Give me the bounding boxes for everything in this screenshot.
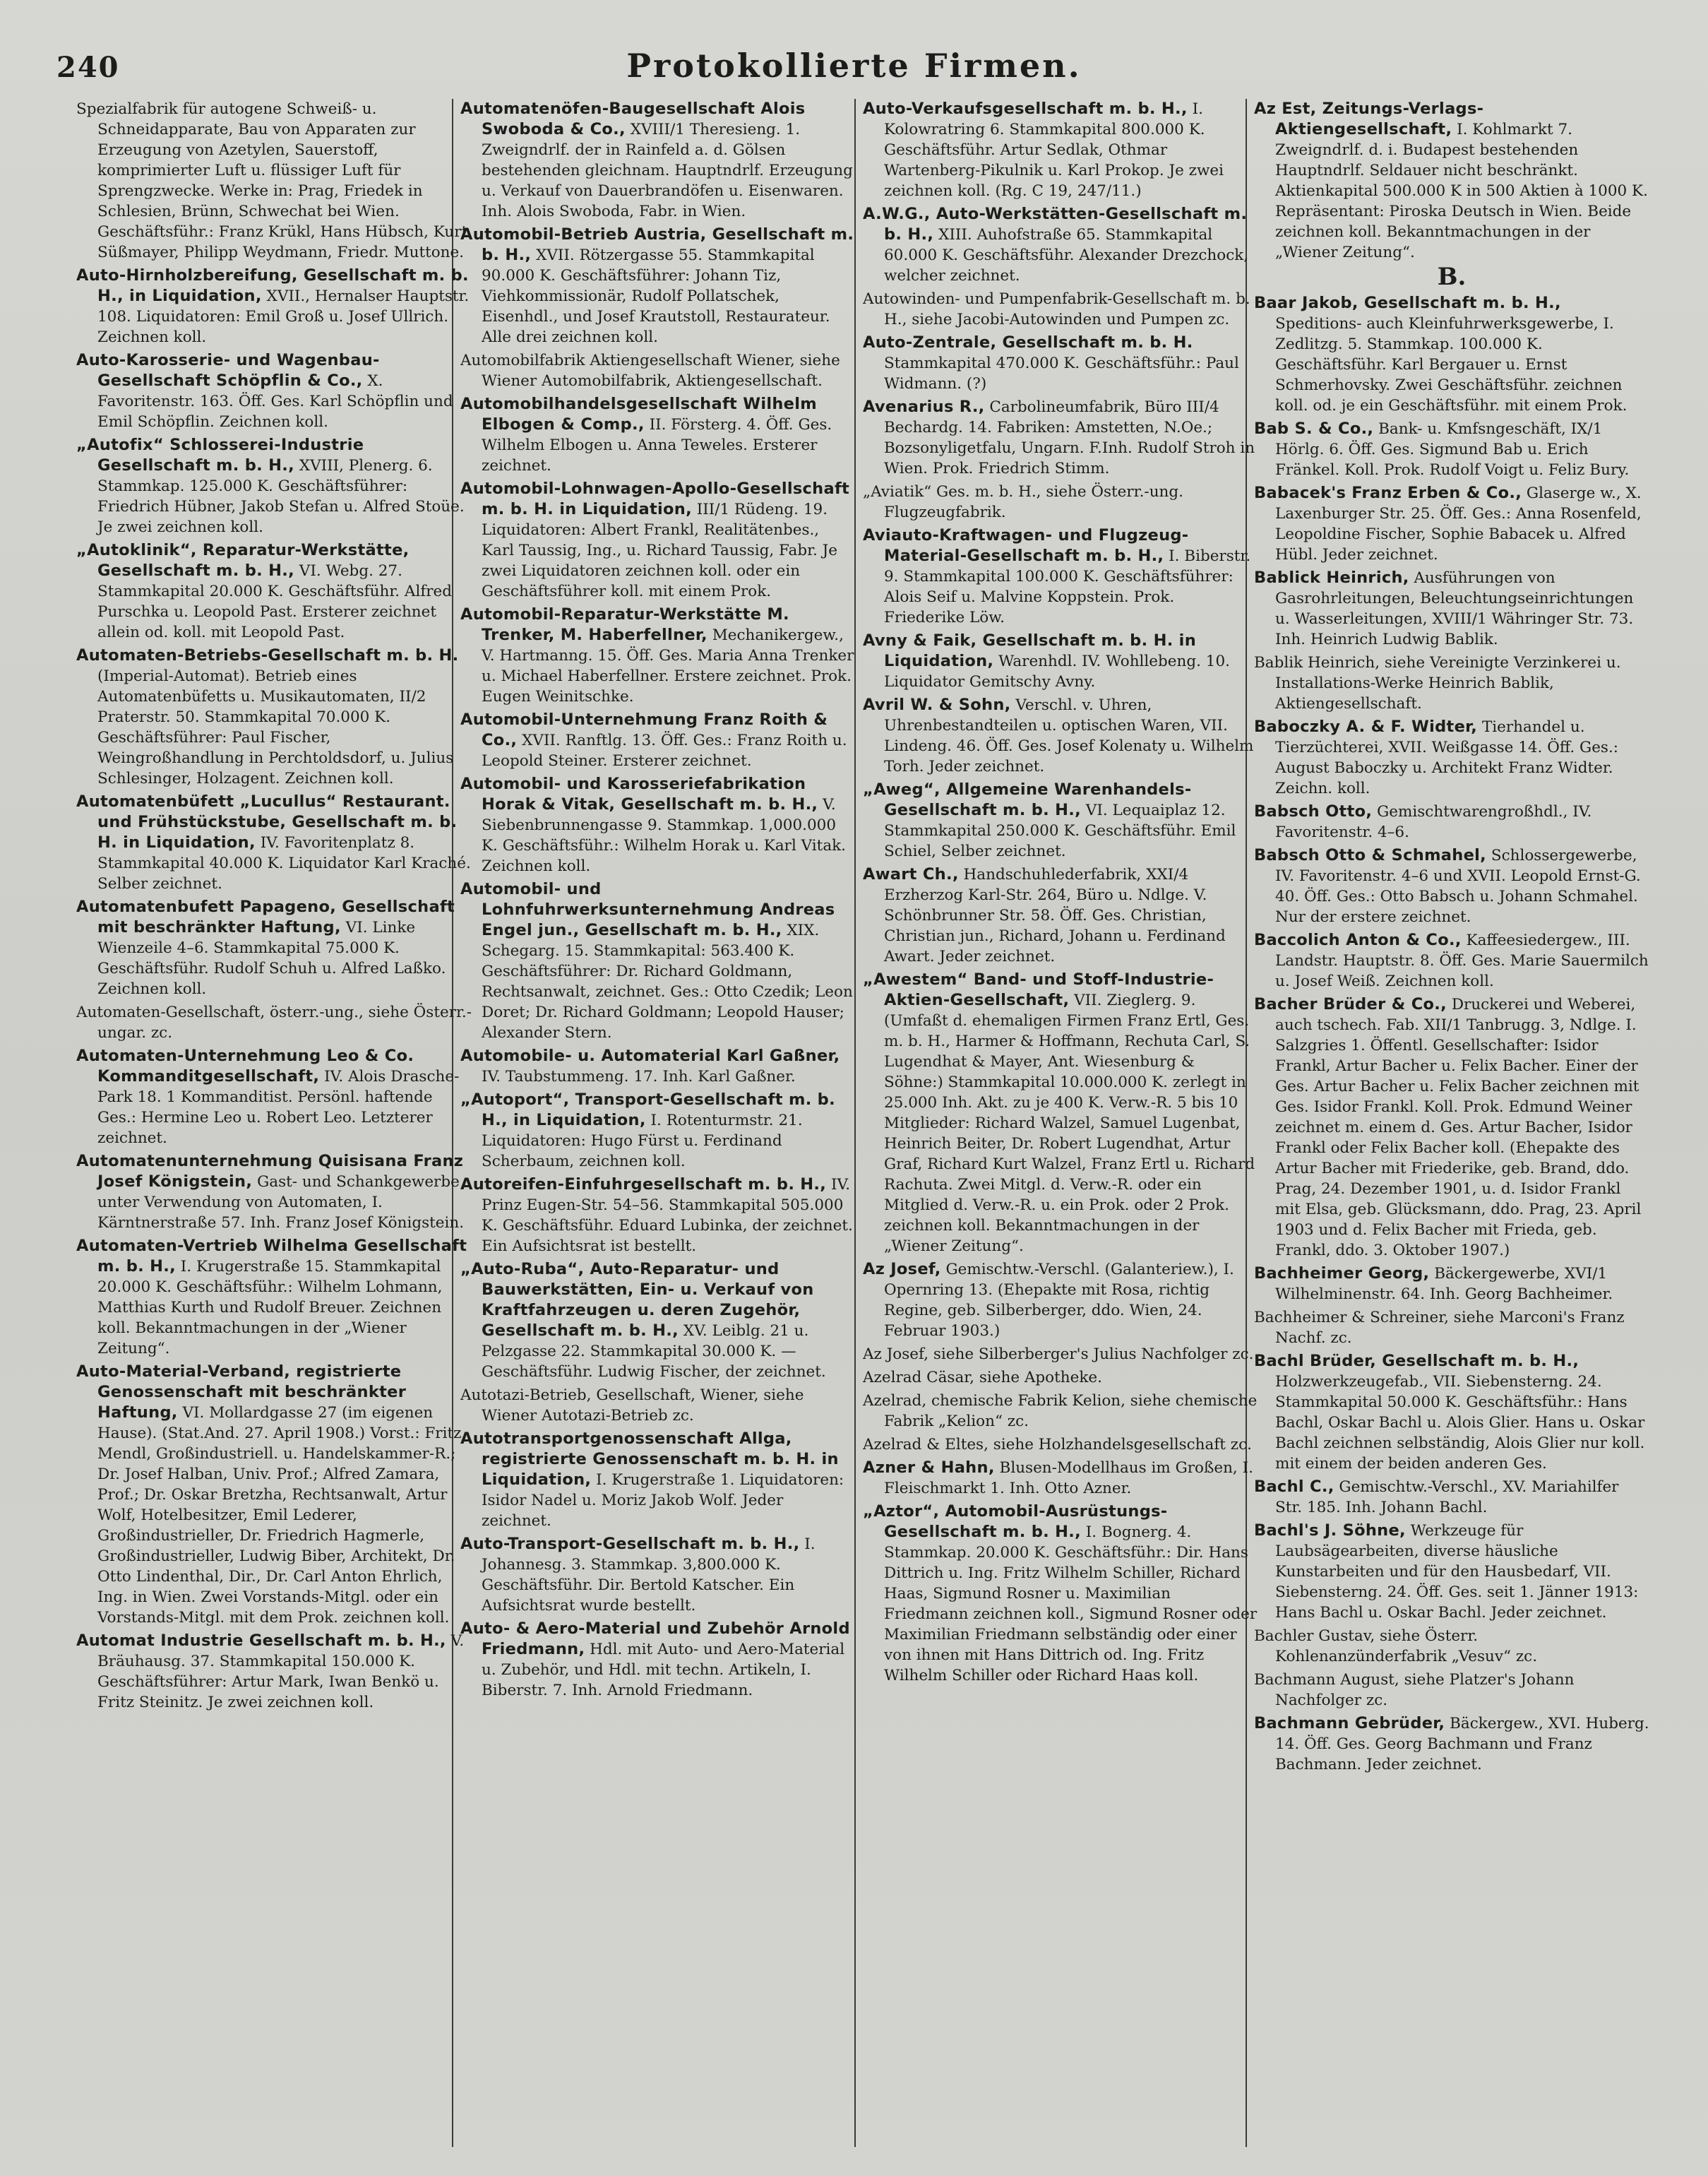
firm-details: III/1 Rüdeng. 19. Liquidatoren: Albert Frankl, Realitätenbes., Karl Taussig, Ing., u. Richard Taussig, Fabr. Je zwei Liquidatoren zeichnen koll. oder ein Geschäftsführer koll. mit einem Prok.: [482, 501, 838, 600]
firm-entry: [863, 289, 1258, 330]
firm-details: Bachheimer & Schreiner, siehe Marconi's Franz Nachf. zc.: [1254, 1309, 1625, 1347]
firm-entry: [863, 631, 1258, 692]
firm-details: XVIII, Plenerg. 6. Stammkap. 125.000 K. Geschäftsführer: Friedrich Hübner, Jakob Stefan u. Alfred Stoüe. Je zwei zeichnen koll.: [97, 457, 465, 536]
firm-name: Bachmann Gebrüder,: [1254, 1714, 1445, 1732]
column-1: [76, 99, 472, 2147]
firm-details: XV. Leiblg. 21 u. Pelzgasse 22. Stammkapital 30.000 K. — Geschäftsführ. Ludwig Fischer, der zeichnet.: [482, 1322, 826, 1381]
firm-details: Gast- und Schankgewerbe unter Verwendung von Automaten, I. Kärntnerstraße 57. Inh. Franz Josef Königstein.: [97, 1173, 465, 1232]
firm-name: Babacek's Franz Erben & Co.,: [1254, 484, 1522, 502]
section-letter: B.: [1437, 263, 1467, 291]
firm-details: XIII. Auhofstraße 65. Stammkapital 60.000 K. Geschäftsführ. Alexander Drezchock, welcher zeichnet.: [884, 226, 1249, 285]
firm-entry: [1254, 1670, 1649, 1711]
firm-entry: [1254, 419, 1649, 480]
firm-entry: [76, 1362, 472, 1628]
firm-name: „Awestem“ Band- und Stoff-Industrie-Aktien-Gesellschaft,: [863, 970, 1214, 1009]
firm-details: Verschl. v. Uhren, Uhrenbestandteilen u. optischen Waren, VII. Lindeng. 46. Öff. Ges. Josef Kolenaty u. Wilhelm Torh. Jeder zeichnet.: [884, 696, 1254, 775]
firm-details: Tierhandel u. Tierzüchterei, XVII. Weißgasse 14. Öff. Ges.: August Baboczky u. Architekt Franz Widter. Zeichn. koll.: [1275, 718, 1619, 797]
firm-entry: [1254, 1307, 1649, 1348]
firm-entry: [1254, 1713, 1649, 1775]
firm-entry: [460, 394, 856, 476]
firm-entry: [1254, 653, 1649, 714]
firm-details: XVIII/1 Theresieng. 1. Zweigndrlf. der in Rainfeld a. d. Gölsen bestehenden gleichnam. Hauptndrlf. Erzeugung u. Verkauf von Dauerbrandöfen u. Eisenwaren. Inh. Alois Swoboda, Fabr. in Wien.: [482, 121, 853, 220]
firm-entry: [460, 1259, 856, 1382]
firm-entry: [863, 204, 1258, 286]
firm-entry: [460, 774, 856, 876]
firm-name: Auto- & Aero-Material und Zubehör Arnold Friedmann,: [460, 1619, 850, 1658]
firm-entry: [863, 1367, 1258, 1388]
firm-name: Automobil-Betrieb Austria, Gesellschaft m. b. H.,: [460, 225, 854, 264]
firm-name: Babsch Otto & Schmahel,: [1254, 846, 1487, 864]
firm-details: I. Kohlmarkt 7. Zweigndrlf. d. i. Budapest bestehenden Hauptndrlf. Seldauer nicht beschränkt. Aktienkapital 500.000 K in 500 Aktien à 1000 K. Repräsentant: Piroska Deutsch in Wien. Beide zeichnen koll. Bekanntmachungen in der „Wiener Zeitung“.: [1275, 121, 1648, 261]
firm-details: Handschuhlederfabrik, XXI/4 Erzherzog Karl-Str. 264, Büro u. Ndlge. V. Schönbrunner Str. 58. Öff. Ges. Christian, Christian jun., Richard, Johann u. Ferdinand Awart. Jeder zeichnet.: [884, 866, 1226, 965]
firm-details: Autotazi-Betrieb, Gesellschaft, Wiener, siehe Wiener Autotazi-Betrieb zc.: [460, 1386, 804, 1425]
firm-entry: [1254, 930, 1649, 992]
firm-name: Automatenöfen-Baugesellschaft Alois Swoboda & Co.,: [460, 100, 806, 138]
firm-details: Autowinden- und Pumpenfabrik-Gesellschaft m. b. H., siehe Jacobi-Autowinden und Pumpen zc.: [863, 290, 1250, 328]
firm-entry: [460, 479, 856, 602]
firm-details: Werkzeuge für Laubsägearbeiten, diverse häusliche Kunstarbeiten und für den Hausbedarf, VII. Siebensterng. 24. Öff. Ges. seit 1. Jänner 1913: Hans Bachl u. Oskar Bachl. Jeder zeichnet.: [1275, 1522, 1639, 1622]
firm-entry: [1254, 802, 1649, 843]
firm-entry: [76, 1236, 472, 1359]
firm-details: Glaserge w., X. Laxenburger Str. 25. Öff. Ges.: Anna Rosenfeld, Leopoldine Fischer, Sophie Babacek u. Alfred Hübl. Jeder zeichnet.: [1275, 484, 1642, 564]
firm-entry: [460, 1385, 856, 1426]
firm-entry: [460, 879, 856, 1043]
firm-details: Gemischtw.-Verschl., XV. Mariahilfer Str. 185. Inh. Johann Bachl.: [1275, 1478, 1619, 1516]
firm-entry: [863, 99, 1258, 201]
firm-entry: [863, 1502, 1258, 1686]
firm-entry: [1254, 845, 1649, 927]
firm-name: Automatenunternehmung Quisisana Franz Josef Königstein,: [76, 1152, 464, 1191]
firm-name: Baccolich Anton & Co.,: [1254, 931, 1462, 949]
firm-name: Babsch Otto,: [1254, 802, 1373, 821]
firm-details: Ausführungen von Gasrohrleitungen, Beleuchtungseinrichtungen u. Wasserleitungen, XVIII/1 Währinger Str. 73. Inh. Heinrich Ludwig Bablik.: [1275, 569, 1634, 648]
firm-entry: [76, 1151, 472, 1233]
firm-name: Baar Jakob, Gesellschaft m. b. H.,: [1254, 294, 1561, 312]
firm-entry: [1254, 717, 1649, 799]
firm-entry: [460, 605, 856, 707]
firm-details: Azelrad Cäsar, siehe Apotheke.: [863, 1369, 1102, 1386]
firm-details: Bäckergew., XVI. Huberg. 14. Öff. Ges. Georg Bachmann und Franz Bachmann. Jeder zeichnet.: [1275, 1715, 1649, 1773]
firm-name: Aviauto-Kraftwagen- und Flugzeug-Material-Gesellschaft m. b. H.,: [863, 526, 1189, 565]
firm-details: II. Försterg. 4. Öff. Ges. Wilhelm Elbogen u. Anna Teweles. Ersterer zeichnet.: [482, 416, 832, 475]
firm-name: Automobil-Reparatur-Werkstätte M. Trenker, M. Haberfellner,: [460, 605, 789, 644]
firm-entry: [460, 225, 856, 347]
firm-details: XVII. Rötzergasse 55. Stammkapital 90.000 K. Geschäftsführer: Johann Tiz, Viehkommissionär, Rudolf Pollatschek, Eisenhdl., und Josef Krautstoll, Restaurateur. Alle drei zeichnen koll.: [482, 246, 830, 346]
firm-name: Automobilhandelsgesellschaft Wilhelm Elbogen & Comp.,: [460, 395, 817, 434]
firm-details: IV. Alois Drasche-Park 18. 1 Kommanditist. Persönl. haftende Ges.: Hermine Leo u. Robert Leo. Letzterer zeichnet.: [97, 1068, 460, 1147]
firm-details: Bachmann August, siehe Platzer's Johann Nachfolger zc.: [1254, 1671, 1575, 1709]
firm-entry: [863, 1344, 1258, 1365]
firm-name: Automaten-Vertrieb Wilhelma Gesellschaft m. b. H.,: [76, 1237, 467, 1276]
firm-name: Avril W. & Sohn,: [863, 696, 1011, 714]
firm-details: „Aviatik“ Ges. m. b. H., siehe Österr.-ung. Flugzeugfabrik.: [863, 483, 1183, 521]
firm-name: Bachl's J. Söhne,: [1254, 1521, 1406, 1540]
firm-name: Bachl Brüder, Gesellschaft m. b. H.,: [1254, 1352, 1579, 1370]
firm-entry: [863, 970, 1258, 1256]
firm-name: Automatenbüfett „Lucullus“ Restaurant. und Frühstückstube, Gesellschaft m. b. H. in Liquidation,: [76, 792, 458, 852]
firm-details: Druckerei und Weberei, auch tschech. Fab. XII/1 Tanbrugg. 3, Ndlge. I. Salzgries 1. Öffentl. Gesellschafter: Isidor Frankl, Artur Bacher u. Felix Bacher. Einer der Ges. Artur Bacher u. Felix Bacher zeichnen mit Ges. Isidor Frankl. Koll. Prok. Edmund Weiner zeichnet m. einem d. Ges. Artur Bacher, Isidor Frankl oder Felix Bacher koll. (Ehepakte des Artur Bacher mit Friederike, geb. Brand, ddo. Prag, 24. Dezember 1901, u. d. Isidor Frankl mit Elsa, geb. Glücksmann, ddo. Prag, 23. April 1903 und d. Felix Bacher mit Frieda, geb. Frankl, ddo. 3. Oktober 1907.): [1275, 996, 1642, 1259]
firm-entry: [1254, 1477, 1649, 1518]
firm-details: Stammkapital 470.000 K. Geschäftsführ.: Paul Widmann. (?): [884, 355, 1239, 393]
firm-details: IV. Prinz Eugen-Str. 54–56. Stammkapital 505.000 K. Geschäftsführ. Eduard Lubinka, der zeichnet. Ein Aufsichtsrat ist bestellt.: [482, 1176, 853, 1255]
firm-entry: [460, 350, 856, 391]
firm-entry: [76, 646, 472, 789]
firm-name: Automatenbufett Papageno, Gesellschaft mit beschränkter Haftung,: [76, 898, 455, 937]
firm-details: V. Bräuhausg. 37. Stammkapital 150.000 K. Geschäftsführer: Artur Mark, Iwan Benkö u. Fritz Steinitz. Je zwei zeichnen koll.: [97, 1632, 465, 1711]
firm-entry: [863, 864, 1258, 967]
firm-details: (Imperial-Automat). Betrieb eines Automatenbüfetts u. Musikautomaten, II/2 Praterstr. 50. Stammkapital 70.000 K. Geschäftsführer: Paul Fischer, Weingroßhandlung in Perchtoldsdorf, u. Julius Schlesinger, Holzagent. Zeichnen koll.: [97, 667, 454, 787]
firm-entry: [1254, 994, 1649, 1261]
firm-details: I. Rotenturmstr. 21. Liquidatoren: Hugo Fürst u. Ferdinand Scherbaum, zeichnen koll.: [482, 1112, 803, 1170]
firm-name: Avny & Faik, Gesellschaft m. b. H. in Liquidation,: [863, 631, 1197, 670]
firm-details: Az Josef, siehe Silberberger's Julius Nachfolger zc.: [863, 1345, 1254, 1363]
firm-name: Awart Ch.,: [863, 865, 959, 884]
firm-entry: [76, 540, 472, 643]
firm-details: IV. Taubstummeng. 17. Inh. Karl Gaßner.: [482, 1068, 796, 1086]
firm-entry: [76, 350, 472, 432]
firm-details: Gemischtw.-Verschl. (Galanteriew.), I. Opernring 13. (Ehepakte mit Rosa, richtig Regine, geb. Silberberger, ddo. Wien, 24. Februar 1903.): [884, 1261, 1234, 1340]
firm-name: „Autoklinik“, Reparatur-Werkstätte, Gesellschaft m. b. H.,: [76, 541, 410, 580]
firm-details: XIX. Schegarg. 15. Stammkapital: 563.400 K. Geschäftsführer: Dr. Richard Goldmann, Rechtsanwalt, zeichnet. Ges.: Otto Czedik; Leon Doret; Dr. Richard Goldmann; Leopold Hauser; Alexander Stern.: [482, 922, 853, 1042]
firm-details: Gemischtwarengroßhdl., IV. Favoritenstr. 4–6.: [1275, 803, 1592, 841]
firm-name: Az Est, Zeitungs-Verlags-Aktiengesellschaft,: [1254, 100, 1484, 138]
firm-name: Auto-Transport-Gesellschaft m. b. H.,: [460, 1535, 800, 1553]
column-2: [460, 99, 856, 2147]
firm-entry: [863, 1434, 1258, 1455]
firm-details: Bachler Gustav, siehe Österr. Kohlenanzünderfabrik „Vesuv“ zc.: [1254, 1627, 1538, 1665]
firm-entry: [76, 266, 472, 347]
firm-details: VI. Linke Wienzeile 4–6. Stammkapital 75.000 K. Geschäftsführ. Rudolf Schuh u. Alfred Laßko. Zeichnen koll.: [97, 919, 446, 998]
firm-entry: [1254, 1264, 1649, 1304]
page-header: [0, 34, 1708, 90]
firm-name: Automobil-Unternehmung Franz Roith & Co.,: [460, 711, 828, 749]
firm-details: Azelrad, chemische Fabrik Kelion, siehe chemische Fabrik „Kelion“ zc.: [863, 1392, 1258, 1430]
firm-name: Auto-Karosserie- und Wagenbau-Gesellschaft Schöpflin & Co.,: [76, 351, 380, 390]
firm-details: I. Krugerstraße 1. Liquidatoren: Isidor Nadel u. Moriz Jakob Wolf. Jeder zeichnet.: [482, 1471, 844, 1530]
firm-details: Bank- u. Kmfsngeschäft, IX/1 Hörlg. 6. Öff. Ges. Sigmund Bab u. Erich Fränkel. Koll. Prok. Rudolf Voigt u. Feliz Bury.: [1275, 420, 1630, 479]
firm-details: VI. Webg. 27. Stammkapital 20.000 K. Geschäftsführ. Alfred Purschka u. Leopold Past. Ersterer zeichnet allein od. koll. mit Leopold Past.: [97, 562, 453, 641]
firm-details: IV. Favoritenplatz 8. Stammkapital 40.000 K. Liquidator Karl Kraché. Selber zeichnet.: [97, 834, 471, 893]
firm-details: Warenhdl. IV. Wohllebeng. 10. Liquidator Gemitschy Avny.: [884, 653, 1230, 691]
firm-details: I. Bognerg. 4. Stammkap. 20.000 K. Geschäftsführ.: Dir. Hans Dittrich u. Ing. Fritz Wilhelm Schiller, Richard Haas, Sigmund Rosner u. Maximilian Friedmann zeichnen koll., Sigmund Rosner oder Maximilian Friedmann selbständig oder einer von ihnen mit Hans Dittrich od. Ing. Fritz Wilhelm Schiller oder Richard Haas koll.: [884, 1523, 1258, 1684]
firm-name: Bacher Brüder & Co.,: [1254, 995, 1447, 1013]
firm-name: Automobil- und Karosseriefabrikation Horak & Vitak, Gesellschaft m. b. H.,: [460, 775, 818, 814]
firm-entry: [863, 525, 1258, 628]
firm-details: Mechanikergew., V. Hartmanng. 15. Öff. Ges. Maria Anna Trenker u. Michael Haberfellner. Erstere zeichnet. Prok. Eugen Weinitschke.: [482, 626, 854, 706]
firm-details: Spezialfabrik für autogene Schweiß- u. Schneidapparate, Bau von Apparaten zur Erzeugung von Azetylen, Sauerstoff, komprimierter Luft u. flüssiger Luft für Sprengzwecke. Werke in: Prag, Friedek in Schlesien, Brünn, Schwechat bei Wien. Geschäftsführ.: Franz Krükl, Hans Hübsch, Kurt Süßmayer, Philipp Weydmann, Friedr. Muttone.: [76, 100, 468, 261]
firm-entry: [460, 1534, 856, 1616]
firm-name: Auto-Hirnholzbereifung, Gesellschaft m. b. H., in Liquidation,: [76, 266, 469, 305]
firm-details: Blusen-Modellhaus im Großen, I. Fleischmarkt 1. Inh. Otto Azner.: [884, 1459, 1253, 1497]
firm-entry: [1254, 1521, 1649, 1623]
firm-entry: [863, 333, 1258, 394]
firm-details: Kaffeesiedergew., III. Landstr. Hauptstr. 8. Öff. Ges. Marie Sauermilch u. Josef Weiß. Zeichnen koll.: [1275, 932, 1649, 990]
firm-name: Bab S. & Co.,: [1254, 420, 1374, 438]
firm-entry: [460, 99, 856, 222]
firm-details: Azelrad & Eltes, siehe Holzhandelsgesellschaft zc.: [863, 1436, 1252, 1453]
firm-details: Bäckergewerbe, XVI/1 Wilhelminenstr. 64. Inh. Georg Bachheimer.: [1275, 1265, 1613, 1303]
firm-details: I. Krugerstraße 15. Stammkapital 20.000 K. Geschäftsführ.: Wilhelm Lohmann, Matthias Kurth und Rudolf Breuer. Zeichnen koll. Bekanntmachungen in der „Wiener Zeitung“.: [97, 1258, 443, 1357]
firm-entry: [76, 1631, 472, 1713]
firm-details: Carbolineumfabrik, Büro III/4 Bechardg. 14. Fabriken: Amstetten, N.Oe.; Bozsonyligetfalu, Ungarn. F.Inh. Rudolf Stroh in Wien. Prok. Friedrich Stimm.: [884, 398, 1255, 477]
firm-details: Hdl. mit Auto- und Aero-Material u. Zubehör, und Hdl. mit techn. Artikeln, I. Biberstr. 7. Inh. Arnold Friedmann.: [482, 1641, 845, 1699]
firm-details: Schlossergewerbe, IV. Favoritenstr. 4–6 und XVII. Leopold Ernst-G. 40. Öff. Ges.: Otto Babsch u. Johann Schmahel. Nur der erstere zeichnet.: [1275, 847, 1641, 926]
column-3: [863, 99, 1258, 2147]
firm-entry: [863, 1458, 1258, 1499]
firm-details: VII. Zieglerg. 9. (Umfaßt d. ehemaligen Firmen Franz Ertl, Ges. m. b. H., Harmer & Hoffmann, Rechuta Carl, S. Lugendhat & Mayer, Ant. Wiesenburg & Söhne:) Stammkapital 10.000.000 K. zerlegt in 25.000 Inh. Akt. zu je 400 K. Verw.-R. 5 bis 10 Mitglieder: Richard Walzel, Samuel Lugenbat, Heinrich Beiter, Dr. Robert Lugendhat, Artur Graf, Richard Kurt Walzel, Franz Ertl u. Richard Rachuta. Zwei Mitgl. d. Verw.-R. oder ein Mitglied d. Verw.-R. u. ein Prok. oder 2 Prok. zeichnen koll. Bekanntmachungen in der „Wiener Zeitung“.: [884, 992, 1255, 1255]
firm-entry: [460, 710, 856, 771]
firm-name: Automat Industrie Gesellschaft m. b. H.,: [76, 1631, 446, 1650]
firm-details: V. Siebenbrunnengasse 9. Stammkap. 1,000.000 K. Geschäftsführ.: Wilhelm Horak u. Karl Vitak. Zeichnen koll.: [482, 796, 846, 875]
firm-entry: [863, 1391, 1258, 1432]
firm-details: Speditions- auch Kleinfuhrwerksgewerbe, I. Zedlitzg. 5. Stammkap. 100.000 K. Geschäftsführ. Karl Bergauer u. Ernst Schmerhovsky. Zwei Geschäftsführ. zeichnen koll. od. je ein Geschäftsführ. mit einem Prok.: [1275, 315, 1628, 415]
firm-details: XVII. Ranftlg. 13. Öff. Ges.: Franz Roith u. Leopold Steiner. Ersterer zeichnet.: [482, 732, 847, 770]
firm-name: „Autoport“, Transport-Gesellschaft m. b. H., in Liquidation,: [460, 1090, 835, 1129]
firm-entry: [76, 792, 472, 894]
firm-details: Holzwerkzeugefab., VII. Siebensterng. 24. Stammkapital 50.000 K. Geschäftsführ.: Hans Bachl, Oskar Bachl u. Alois Glier. Hans u. Oskar Bachl zeichnen selbständig, Alois Glier nur koll. mit einem der beiden anderen Ges.: [1275, 1373, 1645, 1473]
firm-name: Automobil-Lohnwagen-Apollo-Gesellschaft m. b. H. in Liquidation,: [460, 480, 850, 518]
firm-entry: [76, 1002, 472, 1043]
firm-entry: [1254, 568, 1649, 650]
firm-entry: [1254, 99, 1649, 263]
page-number: 240: [56, 51, 120, 84]
firm-entry: [863, 397, 1258, 479]
firm-name: Bachl C.,: [1254, 1478, 1334, 1496]
firm-details: Automobilfabrik Aktiengesellschaft Wiener, siehe Wiener Automobilfabrik, Aktiengesellschaft.: [460, 352, 840, 390]
firm-entry: [76, 1046, 472, 1148]
firm-entry: [863, 482, 1258, 523]
firm-name: Automobile- u. Automaterial Karl Gaßner,: [460, 1047, 840, 1065]
firm-name: A.W.G., Auto-Werkstätten-Gesellschaft m. b. H.,: [863, 205, 1248, 244]
firm-name: Bablick Heinrich,: [1254, 569, 1409, 587]
firm-details: VI. Lequaiplaz 12. Stammkapital 250.000 K. Geschäftsführ. Emil Schiel, Selber zeichnet.: [884, 802, 1236, 860]
firm-name: „Aweg“, Allgemeine Warenhandels-Gesellschaft m. b. H.,: [863, 780, 1192, 819]
firm-entry: [460, 1175, 856, 1256]
column-4: [1254, 99, 1649, 2147]
firm-entry: [1254, 1351, 1649, 1474]
firm-entry: [460, 1090, 856, 1172]
firm-name: „Autofix“ Schlosserei-Industrie Gesellschaft m. b. H.,: [76, 436, 364, 475]
firm-name: Auto-Material-Verband, registrierte Genossenschaft mit beschränkter Haftung,: [76, 1362, 407, 1422]
firm-name: „Aztor“, Automobil-Ausrüstungs-Gesellschaft m. b. H.,: [863, 1502, 1168, 1541]
firm-entry: [1254, 483, 1649, 565]
firm-entry: [1254, 293, 1649, 416]
firm-entry: [460, 1619, 856, 1701]
firm-name: Avenarius R.,: [863, 398, 985, 416]
firm-entry: [76, 897, 472, 999]
firm-name: Autotransportgenossenschaft Allga, registrierte Genossenschaft m. b. H. in Liquidation,: [460, 1429, 839, 1489]
firm-details: Automaten-Gesellschaft, österr.-ung., siehe Österr.-ungar. zc.: [76, 1004, 472, 1042]
firm-details: Bablik Heinrich, siehe Vereinigte Verzinkerei u. Installations-Werke Heinrich Bablik, Aktiengesellschaft.: [1254, 654, 1621, 713]
firm-name: Azner & Hahn,: [863, 1458, 995, 1477]
firm-name: Automobil- und Lohnfuhrwerksunternehmung Andreas Engel jun., Gesellschaft m. b. H.,: [460, 880, 835, 939]
firm-name: Automaten-Unternehmung Leo & Co. Kommanditgesellschaft,: [76, 1047, 414, 1086]
firm-name: Auto-Zentrale, Gesellschaft m. b. H.: [863, 333, 1193, 352]
firm-name: Az Josef,: [863, 1260, 941, 1278]
firm-entry: [76, 99, 472, 263]
firm-details: X. Favoritenstr. 163. Öff. Ges. Karl Schöpflin und Emil Schöpflin. Zeichnen koll.: [97, 372, 453, 431]
firm-name: Baboczky A. & F. Widter,: [1254, 718, 1478, 736]
firm-name: Bachheimer Georg,: [1254, 1264, 1430, 1283]
firm-entry: [863, 695, 1258, 777]
firm-entry: [863, 1259, 1258, 1341]
running-title: Protokollierte Firmen.: [626, 47, 1082, 85]
firm-details: VI. Mollardgasse 27 (im eigenen Hause). (Stat.And. 27. April 1908.) Vorst.: Fritz Mendl, Großindustriell. u. Handelskammer-R.; Dr. Josef Halban, Univ. Prof.; Alfred Zamara, Prof.; Dr. Oskar Bretzha, Rechtsanwalt, Artur Wolf, Hotelbesitzer, Emil Lederer, Großindustrieller, Dr. Friedrich Hagmerle, Großindustrieller, Ludwig Biber, Architekt, Dr. Otto Lindenthal, Dir., Dr. Carl Anton Ehrlich, Ing. in Wien. Zwei Vorstands-Mitgl. oder ein Vorstands-Mitgl. mit dem Prok. zeichnen koll.: [97, 1404, 462, 1627]
firm-name: Auto-Verkaufsgesellschaft m. b. H.,: [863, 100, 1188, 118]
firm-entry: [863, 780, 1258, 862]
firm-entry: [1254, 1626, 1649, 1667]
firm-name: Automaten-Betriebs-Gesellschaft m. b. H.: [76, 646, 459, 665]
firm-name: „Auto-Ruba“, Auto-Reparatur- und Bauwerkstätten, Ein- u. Verkauf von Kraftfahrzeugen u. deren Zugehör, Gesellschaft m. b. H.,: [460, 1260, 814, 1340]
firm-details: XVII., Hernalser Hauptstr. 108. Liquidatoren: Emil Groß u. Josef Ullrich. Zeichnen koll.: [97, 287, 470, 346]
firm-entry: [460, 1429, 856, 1531]
firm-details: I. Kolowratring 6. Stammkapital 800.000 K. Geschäftsführ. Artur Sedlak, Othmar Wartenberg-Pikulnik u. Karl Prokop. Je zwei zeichnen koll. (Rg. C 19, 247/11.): [884, 100, 1224, 200]
firm-details: I. Johannesg. 3. Stammkap. 3,800.000 K. Geschäftsführ. Dir. Bertold Katscher. Ein Aufsichtsrat wurde bestellt.: [482, 1535, 816, 1615]
firm-name: Autoreifen-Einfuhrgesellschaft m. b. H.,: [460, 1175, 827, 1194]
firm-details: I. Biberstr. 9. Stammkapital 100.000 K. Geschäftsführer: Alois Seif u. Malvine Koppstein. Prok. Friederike Löw.: [884, 547, 1251, 626]
firm-entry: [76, 435, 472, 537]
firm-entry: [460, 1046, 856, 1087]
